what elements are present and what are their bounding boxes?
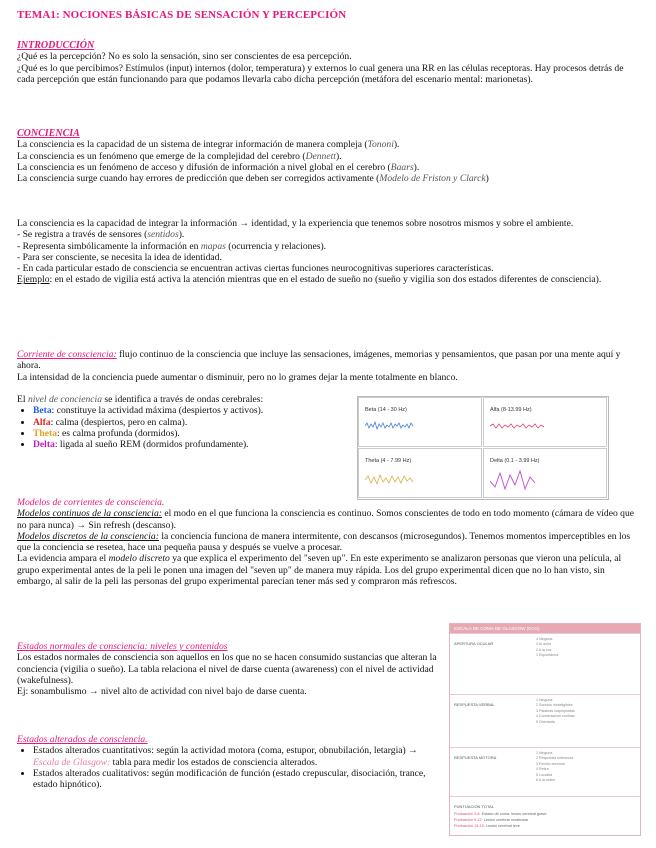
intro-line-1: ¿Qué es la percepción? No es solo la sensación, sino ser conscientes de esa percepción. xyxy=(17,51,352,63)
wave-alfa-graphic xyxy=(490,416,600,436)
definition-tononi: La consciencia es la capacidad de un sistema de integrar información de manera compleja (Tononi). xyxy=(17,139,400,151)
intro-section xyxy=(17,40,637,85)
bullet-mapas: - Representa simbólicamente la información en mapas (ocurrencia y relaciones). xyxy=(17,240,327,252)
glasgow-row-total: PUNTUACIÓN TOTAL Puntuación 3-8: Estado de coma, lesión cerebral grave Puntuación 9-12: Lesión cerebral moderada Puntuación 13-15: Lesión cerebral leve xyxy=(450,796,640,835)
wave-delta-graphic xyxy=(490,467,600,495)
corriente-section: Corriente de consciencia: flujo continuo de la consciencia que incluye las sensaciones, imágenes, memorias y pensamientos, que pasan por una mente aquí y ahora. La intensidad de la conciencia puede aumentar o disminuir, pero no lo grames dejar la mente totalmente en blanco. xyxy=(17,349,621,383)
definition-friston: La consciencia surge cuando hay errores de predicción que deben ser corregidos activamente (Modelo de Friston y Clarck) xyxy=(17,173,489,185)
intro-heading: INTRODUCCIÓN xyxy=(17,40,95,51)
example: Ejemplo: en el estado de vigilia está activa la atención mientras que en el estado de sueño no (sueño y vigilia son dos estados diferentes de consciencia). xyxy=(17,274,602,286)
wave-alfa-cell: Alfa (8-13.99 Hz) xyxy=(483,397,607,447)
wave-beta-graphic xyxy=(365,416,475,436)
ondas-list xyxy=(17,394,347,450)
wave-delta-item: • Delta: ligada al sueño REM (dormidos profundamente). xyxy=(33,439,347,450)
conciencia-heading: CONCIENCIA xyxy=(17,128,80,139)
conciencia-summary: La consciencia es la capacidad de integrar la información → identidad, y la experiencia que tenemos sobre nosotros mismos y sobre el ambiente. - Se registra a través de sensores (sentidos). - Representa simbólicamente la información en mapas (ocurrencia y relaciones). - Para ser consciente, se necesita la idea de identidad. - En cada particular estado de consciencia se encuentran activas ciertas funciones neurocognitivas superiores características. Ejemplo: en el estado de vigilia está activa la atención mientras que en el estado de sueño no (sueño y vigilia son dos estados diferentes de consciencia). xyxy=(17,218,637,286)
glasgow-row-verbal: RESPUESTA VERBAL 1 Ninguna 2 Sonidos ininteligibles 3 Palabras inapropiadas 4 Conversación confusa 5 Orientada xyxy=(450,694,640,747)
page-title: TEMA1: NOCIONES BÁSICAS DE SENSACIÓN Y PERCEPCIÓN xyxy=(17,9,347,21)
modelo-continuo: Modelos continuos de la consciencia: el modo en el que funciona la consciencia es continuo. Somos conscientes de todo en todo momento (cámara de vídeo que no para nunca) → Sin refresh (descanso). xyxy=(17,508,635,531)
intro-line-2: ¿Qué es lo que percibimos? Estímulos (input) internos (dolor, temperatura) y externos lo cual genera una RR en las células receptoras. Hay procesos detrás de cada percepción que están funcionando para que podamos llevarla cabo dicha percepción (metáfora del escenario mental: marionetas). xyxy=(17,62,624,85)
bullet-sensores: - Se registra a través de sensores (sentidos). xyxy=(17,229,185,241)
wave-theta-cell: Theta (4 - 7.99 Hz) xyxy=(358,448,482,498)
wave-beta-item: • Beta: constituye la actividad máxima (despiertos y activos). xyxy=(33,405,347,416)
bullet-funciones: - En cada particular estado de consciencia se encuentran activas ciertas funciones neurocognitivas superiores características. xyxy=(17,263,494,275)
glasgow-row-ocular: APERTURA OCULAR 4 Ninguna 3 Al dolor 2 A la voz 1 Espontánea xyxy=(450,633,640,694)
definition-dennett: La consciencia es un fenómeno que emerge de la complejidad del cerebro (Dennett). xyxy=(17,150,342,162)
ejemplo-sonambulismo: Ej: sonambulismo → nivel alto de actividad con nivel bajo de darse cuenta. xyxy=(17,686,307,698)
wave-theta-item: • Theta: es calma profunda (dormidos). xyxy=(33,428,347,439)
evidencia-seven-up: La evidencia ampara el modelo discreto ya que explica el experimento del "seven up". En este experimento se analizaron personas que vieron una película, al grupo experimental antes de la peli le ponen una imagen del "seven up" de manera muy rápida. Los del grupo experimental dicen que no lo han visto, sin embargo, al salir de la peli las personas del grupo experimental parecían tener más sed y compraron más refrescos. xyxy=(17,553,622,588)
levels-intro: El nivel de conciencia se identifica a través de ondas cerebrales: xyxy=(17,394,264,405)
conciencia-section xyxy=(17,128,637,184)
alterados-cuantitativos: • Estados alterados cuantitativos: según la actividad motora (coma, estupor, obnubilación, letargia) → Escala de Glasgow: tabla para medir los estados de consciencia alterados. xyxy=(33,745,437,768)
glasgow-row-motora: RESPUESTA MOTORA 1 Ninguna 2 Respuesta extensora 3 Flexión anormal 4 Retira 5 Localiza 6 A la orden xyxy=(450,747,640,796)
estados-alterados-section: Estados alterados de consciencia. • Estados alterados cuantitativos: según la actividad motora (coma, estupor, obnubilación, letargia) → Escala de Glasgow: tabla para medir los estados de consciencia alterados. • Estados alterados cualitativos: según modificación de función (estado crepuscular, disociación, trance, estado hipnótico). xyxy=(17,734,437,790)
brain-waves-figure xyxy=(357,396,609,500)
bullet-identidad: - Para ser consciente, se necesita la idea de identidad. xyxy=(17,251,222,263)
estados-normales-section: Estados normales de consciencia: niveles y contenidos Los estados normales de consciencia son aquellos en los que no se hacen consumido sustancias que alteran la conciencia (vigilia o sueño). La tabla relaciona el nivel de darse cuenta (awareness) con el nivel de actividad (wakefulness). Ej: sonambulismo → nivel alto de actividad con nivel bajo de darse cuenta. xyxy=(17,641,437,698)
modelo-discreto: Modelos discretos de la consciencia: la conciencia funciona de manera intermitente, con descansos (microsegundos). Tenemos momentos imperceptibles en los que la conciencia se resetea, hace una pequeña pausa y después se vuelve a procesar. xyxy=(17,530,631,554)
wave-beta-cell: Beta (14 - 30 Hz) xyxy=(358,397,482,447)
definition-baars: La consciencia es un fenómeno de acceso y difusión de información a nivel global en el cerebro (Baars). xyxy=(17,161,420,173)
wave-alfa-item: • Alfa: calma (despiertos, pero en calma). xyxy=(33,417,347,428)
wave-theta-graphic xyxy=(365,467,475,493)
wave-delta-cell: Delta (0.1 - 3.99 Hz) xyxy=(483,448,607,498)
glasgow-header: ESCALA DE COMA DE GLASGOW (ECG) xyxy=(450,624,640,633)
glasgow-scale-table xyxy=(449,623,641,836)
modelos-section: Modelos de corrientes de consciencia. Modelos continuos de la consciencia: el modo en el que funciona la consciencia es continuo. Somos conscientes de todo en todo momento (cámara de vídeo que no para nunca) → Sin refresh (descanso). Modelos discretos de la consciencia: la conciencia funciona de manera intermitente, con descansos (microsegundos). Tenemos momentos imperceptibles en los que la conciencia se resetea, hace una pequeña pausa y después se vuelve a procesar. La evidencia ampara el modelo discreto ya que explica el experimento del "seven up". En este experimento se analizaron personas que vieron una película, al grupo experimental antes de la peli le ponen una imagen del "seven up" de manera muy rápida. Los del grupo experimental dicen que no lo han visto, sin embargo, al salir de la peli las personas del grupo experimental parecían tener más sed y compraron más refrescos. xyxy=(17,497,637,587)
alterados-cualitativos: • Estados alterados cualitativos: según modificación de función (estado crepuscular, disociación, trance, estado hipnótico). xyxy=(33,768,437,791)
